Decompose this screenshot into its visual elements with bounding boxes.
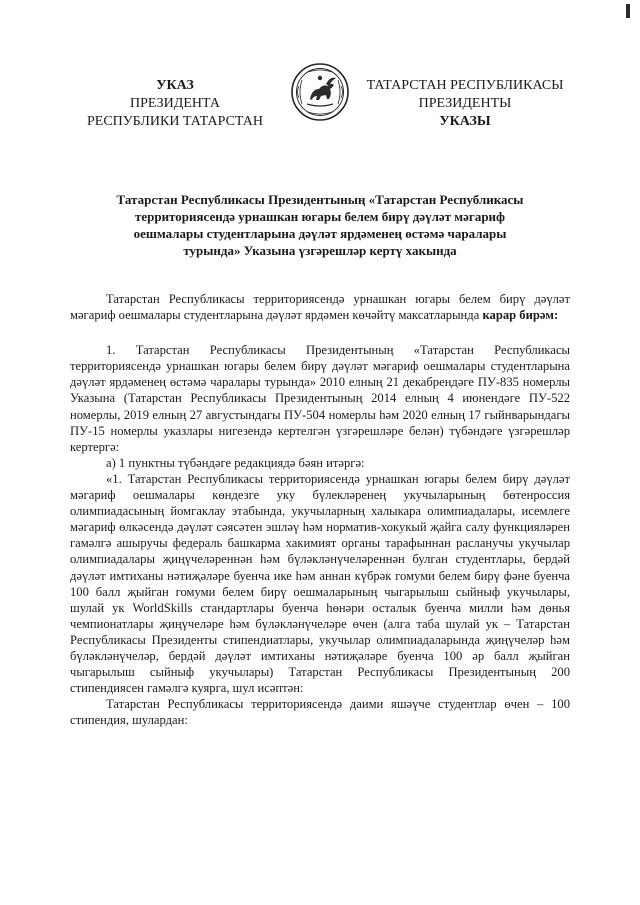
paragraph-3: «1. Татарстан Республикасы территориясендә урнашкан югары белем бирү дәүләт мәгариф оешмалары көндезге уку бүлекләренең укучыларының бөтенроссия олимпиадасының йомгаклау этабында, укучыларның халыкара олимпиадалары, исемлеге мәгариф өлкәсендә дәүләт сәясәтен эшләү һәм норматив-хокукый җайга салу функцияләрен гамәлгә ашыручы федераль башкарма хакимият органы тарафыннан расланучы укучылар олимпиадалары җиңүчеләреннән һәм бүләкләнүчеләреннән булган студентлары, бердәй дәүләт имтиханы нәтиҗәләре буенча ике һәм аннан күбрәк гомуми белем бирү фәне буенча 100 балл җыйган гомуми белем бирү оешмаларының чыгарылыш сыйныф укучылары, шулай ук WorldSkills стандартлары буенча һөнәри осталык буенча милли һәм дөнья чемпионатлары җиңүчеләре һәм бүләкләнүчеләре өчен (алга таба шулай ук – Татарстан Республикасы Президенты стипендиатлары, укучылар олимпиадаларында җиңүчеләр һәм бүләкләнүчеләр, бердәй дәүләт имтиханы нәтиҗәләре буенча 100 әр балл җыйган чыгарылыш сыйныф укучылары) Татарстан Республикасы Президентының 200 стипендиясен гамәлгә куярга, шул исәптән: xyxy=(70,471,570,696)
paragraph-2: а) 1 пунктны түбәндәге редакциядә бәян итәргә: xyxy=(106,455,365,470)
paragraph-4: Татарстан Республикасы территориясендә даими яшәүче студентлар өчен – 100 стипендия, шулардан: xyxy=(70,697,570,728)
intro-decision: карар бирәм: xyxy=(482,308,559,323)
header-right-line-2: ПРЕЗИДЕНТЫ xyxy=(418,96,512,111)
title-line-1: Татарстан Республикасы Президентының «Татарстан Республикасы xyxy=(116,192,524,207)
title-line-4: турында» Указына үзгәрешләр кертү хакында xyxy=(183,243,457,258)
intro-text: Татарстан Республикасы территориясендә урнашкан югары белем бирү дәүләт мәгариф оешмалары студентларына дәүләт ярдәмен көчәйтү максатларында xyxy=(70,292,570,323)
header-tatar xyxy=(360,77,570,131)
header-left-line-3: РЕСПУБЛИКИ ТАТАРСТАН xyxy=(86,114,263,129)
decree-body xyxy=(70,291,570,728)
header-russian xyxy=(70,77,280,131)
header-left-line-1: УКАЗ xyxy=(156,78,194,93)
tatarstan-coat-of-arms-icon xyxy=(290,62,350,122)
header-right-line-1: ТАТАРСТАН РЕСПУБЛИКАСЫ xyxy=(366,78,564,93)
title-line-2: территориясендә урнашкан югары белем бирү дәүләт мәгариф xyxy=(134,209,506,224)
decree-title xyxy=(70,191,570,259)
header-left-line-2: ПРЕЗИДЕНТА xyxy=(130,96,220,111)
intro-paragraph xyxy=(70,291,570,323)
title-line-3: оешмалары студентларына дәүләт ярдәменең өстәмә чаралары xyxy=(133,226,507,241)
header-right-line-3: УКАЗЫ xyxy=(439,114,491,129)
scan-edge-mark xyxy=(626,4,630,18)
paragraph-1: 1. Татарстан Республикасы Президентының «Татарстан Республикасы территориясендә урнашкан югары белем бирү дәүләт мәгариф оешмалары студентларына дәүләт ярдәменең өстәмә чаралары турында» 2010 елның 21 декабрендәге ПУ-835 номерлы Указына (Татарстан Республикасы Президентының 2014 елның 4 июнендәге ПУ-522 номерлы, 2019 елның 27 августындагы ПУ-504 номерлы һәм 2020 елның 17 гыйнварындагы ПУ-15 номерлы указлары нигезендә кертелгән үзгәрешләре белән) түбәндәге үзгәрешләр кертергә: xyxy=(70,343,570,454)
